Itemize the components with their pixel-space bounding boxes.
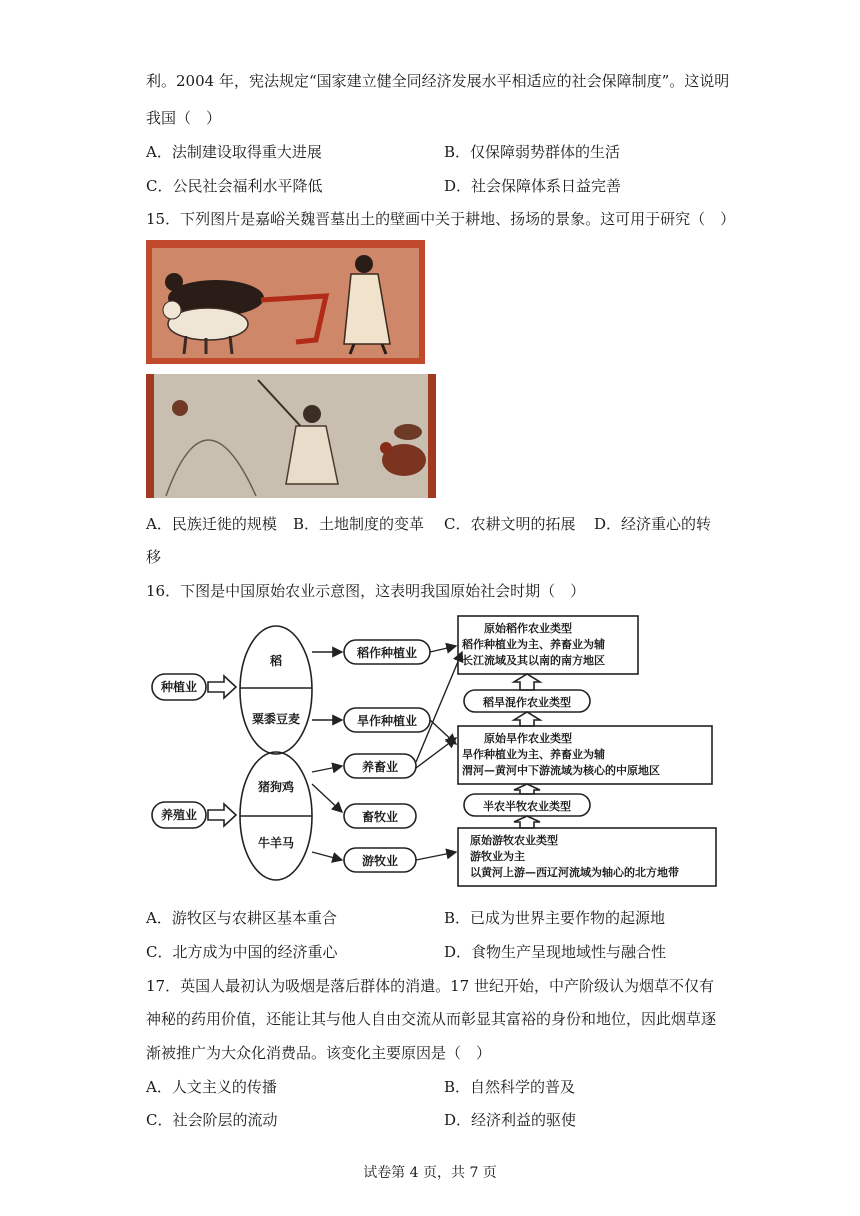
diagram-mid-husbandry: 养畜业 bbox=[361, 760, 398, 774]
diagram-box1-line3: 长江流域及其以南的南方地区 bbox=[462, 654, 605, 667]
diagram-animals-top: 猪狗鸡 bbox=[257, 780, 294, 794]
diagram-mid-livestock: 畜牧业 bbox=[361, 810, 398, 824]
q15-option-d: D．经济重心的转 bbox=[594, 515, 712, 533]
mural-ploughing-image bbox=[146, 240, 425, 364]
q14-stem-line-1: 利。2004 年，宪法规定“国家建立健全同经济发展水平相适应的社会保障制度”。这说明 bbox=[146, 72, 730, 90]
q16-option-c: C．北方成为中国的经济重心 bbox=[146, 943, 338, 961]
q14-option-d: D．社会保障体系日益完善 bbox=[444, 177, 622, 195]
page-footer: 试卷第 4 页，共 7 页 bbox=[363, 1165, 497, 1181]
diagram-crops-bottom: 粟黍豆麦 bbox=[251, 712, 300, 726]
q15-option-a: A．民族迁徙的规模 bbox=[146, 515, 277, 533]
q17-stem-line-3: 渐被推广为大众化消费品。该变化主要原因是（ ） bbox=[146, 1044, 492, 1062]
primitive-agriculture-diagram bbox=[146, 612, 718, 892]
q15-stem: 15．下列图片是嘉峪关魏晋墓出土的壁画中关于耕地、扬场的景象。这可用于研究（ ） bbox=[146, 210, 736, 228]
diagram-box1-line2: 稻作种植业为主、养畜业为辅 bbox=[462, 638, 605, 651]
diagram-mix-semi-nomadic: 半农半牧农业类型 bbox=[483, 800, 571, 813]
diagram-start-top: 种植业 bbox=[160, 680, 197, 694]
q17-option-b: B．自然科学的普及 bbox=[444, 1078, 576, 1096]
q16-stem: 16．下图是中国原始农业示意图，这表明我国原始社会时期（ ） bbox=[146, 582, 586, 600]
diagram-mix-rice-dry: 稻旱混作农业类型 bbox=[483, 696, 571, 709]
diagram-mid-dryland: 旱作种植业 bbox=[356, 714, 417, 728]
q15-option-b: B．土地制度的变革 bbox=[293, 515, 425, 533]
q17-stem-line-1: 17．英国人最初认为吸烟是落后群体的消遣。17 世纪开始，中产阶级认为烟草不仅有 bbox=[146, 977, 714, 995]
mural-winnowing-image bbox=[146, 374, 436, 498]
diagram-mid-rice: 稻作种植业 bbox=[356, 646, 417, 660]
diagram-box2-title: 原始旱作农业类型 bbox=[484, 732, 572, 745]
diagram-box2-line2: 旱作种植业为主、养畜业为辅 bbox=[462, 748, 605, 761]
q17-stem-line-2: 神秘的药用价值，还能让其与他人自由交流从而彰显其富裕的身份和地位，因此烟草逐 bbox=[146, 1010, 717, 1028]
q14-stem-line-2: 我国（ ） bbox=[146, 109, 222, 127]
diagram-animals-bottom: 牛羊马 bbox=[257, 836, 294, 850]
diagram-mid-nomadic: 游牧业 bbox=[361, 854, 398, 868]
q15-option-d-wrap: 移 bbox=[146, 548, 162, 566]
diagram-box3-line3: 以黄河上游—西辽河流域为轴心的北方地带 bbox=[470, 866, 679, 879]
q17-option-d: D．经济利益的驱使 bbox=[444, 1111, 577, 1129]
diagram-box2-line3: 渭河—黄河中下游流域为核心的中原地区 bbox=[462, 764, 660, 777]
diagram-box3-title: 原始游牧农业类型 bbox=[470, 834, 558, 847]
diagram-box3-line2: 游牧业为主 bbox=[470, 850, 525, 863]
q16-option-d: D．食物生产呈现地域性与融合性 bbox=[444, 943, 667, 961]
q14-option-b: B．仅保障弱势群体的生活 bbox=[444, 143, 621, 161]
q17-option-c: C．社会阶层的流动 bbox=[146, 1111, 278, 1129]
q14-option-a: A．法制建设取得重大进展 bbox=[146, 143, 322, 161]
q14-option-c: C．公民社会福利水平降低 bbox=[146, 177, 323, 195]
diagram-start-bottom: 养殖业 bbox=[160, 808, 197, 822]
q16-option-a: A．游牧区与农耕区基本重合 bbox=[146, 909, 337, 927]
q16-option-b: B．已成为世界主要作物的起源地 bbox=[444, 909, 666, 927]
diagram-crops-top: 稻 bbox=[269, 654, 282, 668]
q17-option-a: A．人文主义的传播 bbox=[146, 1078, 277, 1096]
q15-option-c: C．农耕文明的拓展 bbox=[444, 515, 576, 533]
diagram-box1-title: 原始稻作农业类型 bbox=[484, 622, 572, 635]
